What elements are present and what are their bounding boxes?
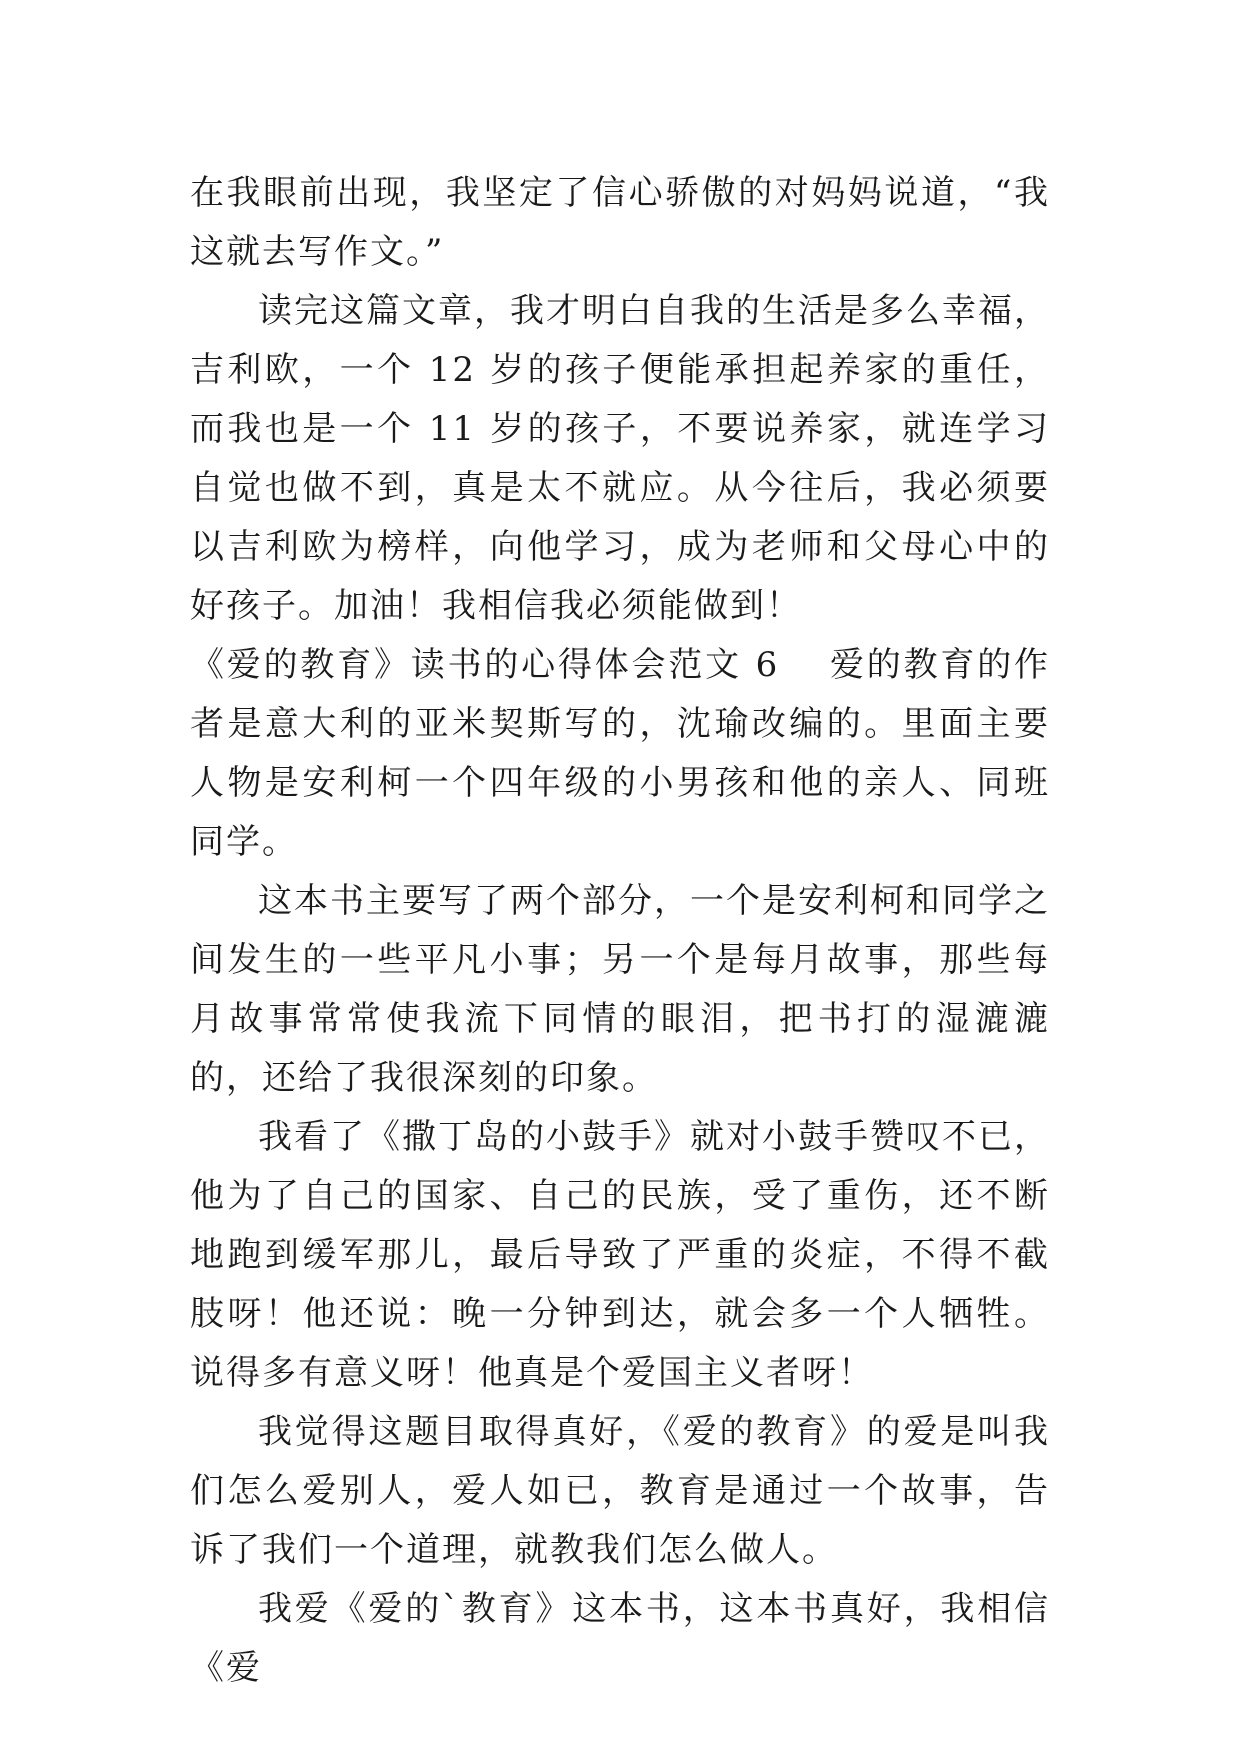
paragraph: 我看了《撒丁岛的小鼓手》就对小鼓手赞叹不已，他为了自己的国家、自己的民族，受了重伤，还不断地跑到缓军那儿，最后导致了严重的炎症，不得不截肢呀！他还说：晚一分钟到达，就会多一个人牺牲。说得多有意义呀！他真是个爱国主义者呀！: [190, 1117, 1050, 1393]
paragraph-text: 爱的教育的作者是意大利的亚米契斯写的，沈瑜改编的。里面主要人物是安利柯一个四年级的小男孩和他的亲人、同班同学。: [190, 645, 1050, 862]
paragraph: 在我眼前出现，我坚定了信心骄傲的对妈妈说道，“我这就去写作文。”: [190, 173, 1050, 272]
section-heading: 《爱的教育》读书的心得体会范文 6: [190, 645, 780, 685]
paragraph: 读完这篇文章，我才明白自我的生活是多么幸福，吉利欧，一个 12 岁的孩子便能承担起养家的重任，而我也是一个 11 岁的孩子，不要说养家，就连学习自觉也做不到，真是太不就应。从今往后，我必须要以吉利欧为榜样，向他学习，成为老师和父母心中的好孩子。加油！我相信我必须能做到！: [190, 291, 1050, 626]
document-body: [190, 164, 1050, 1698]
paragraph-with-section-heading: [190, 636, 1050, 872]
paragraph: 我觉得这题目取得真好，《爱的教育》的爱是叫我们怎么爱别人，爱人如已，教育是通过一个故事，告诉了我们一个道理，就教我们怎么做人。: [190, 1412, 1050, 1570]
paragraph: 这本书主要写了两个部分，一个是安利柯和同学之间发生的一些平凡小事；另一个是每月故事，那些每月故事常常使我流下同情的眼泪，把书打的湿漉漉的，还给了我很深刻的印象。: [190, 881, 1050, 1098]
paragraph: 我爱《爱的`教育》这本书，这本书真好，我相信《爱: [190, 1589, 1050, 1688]
